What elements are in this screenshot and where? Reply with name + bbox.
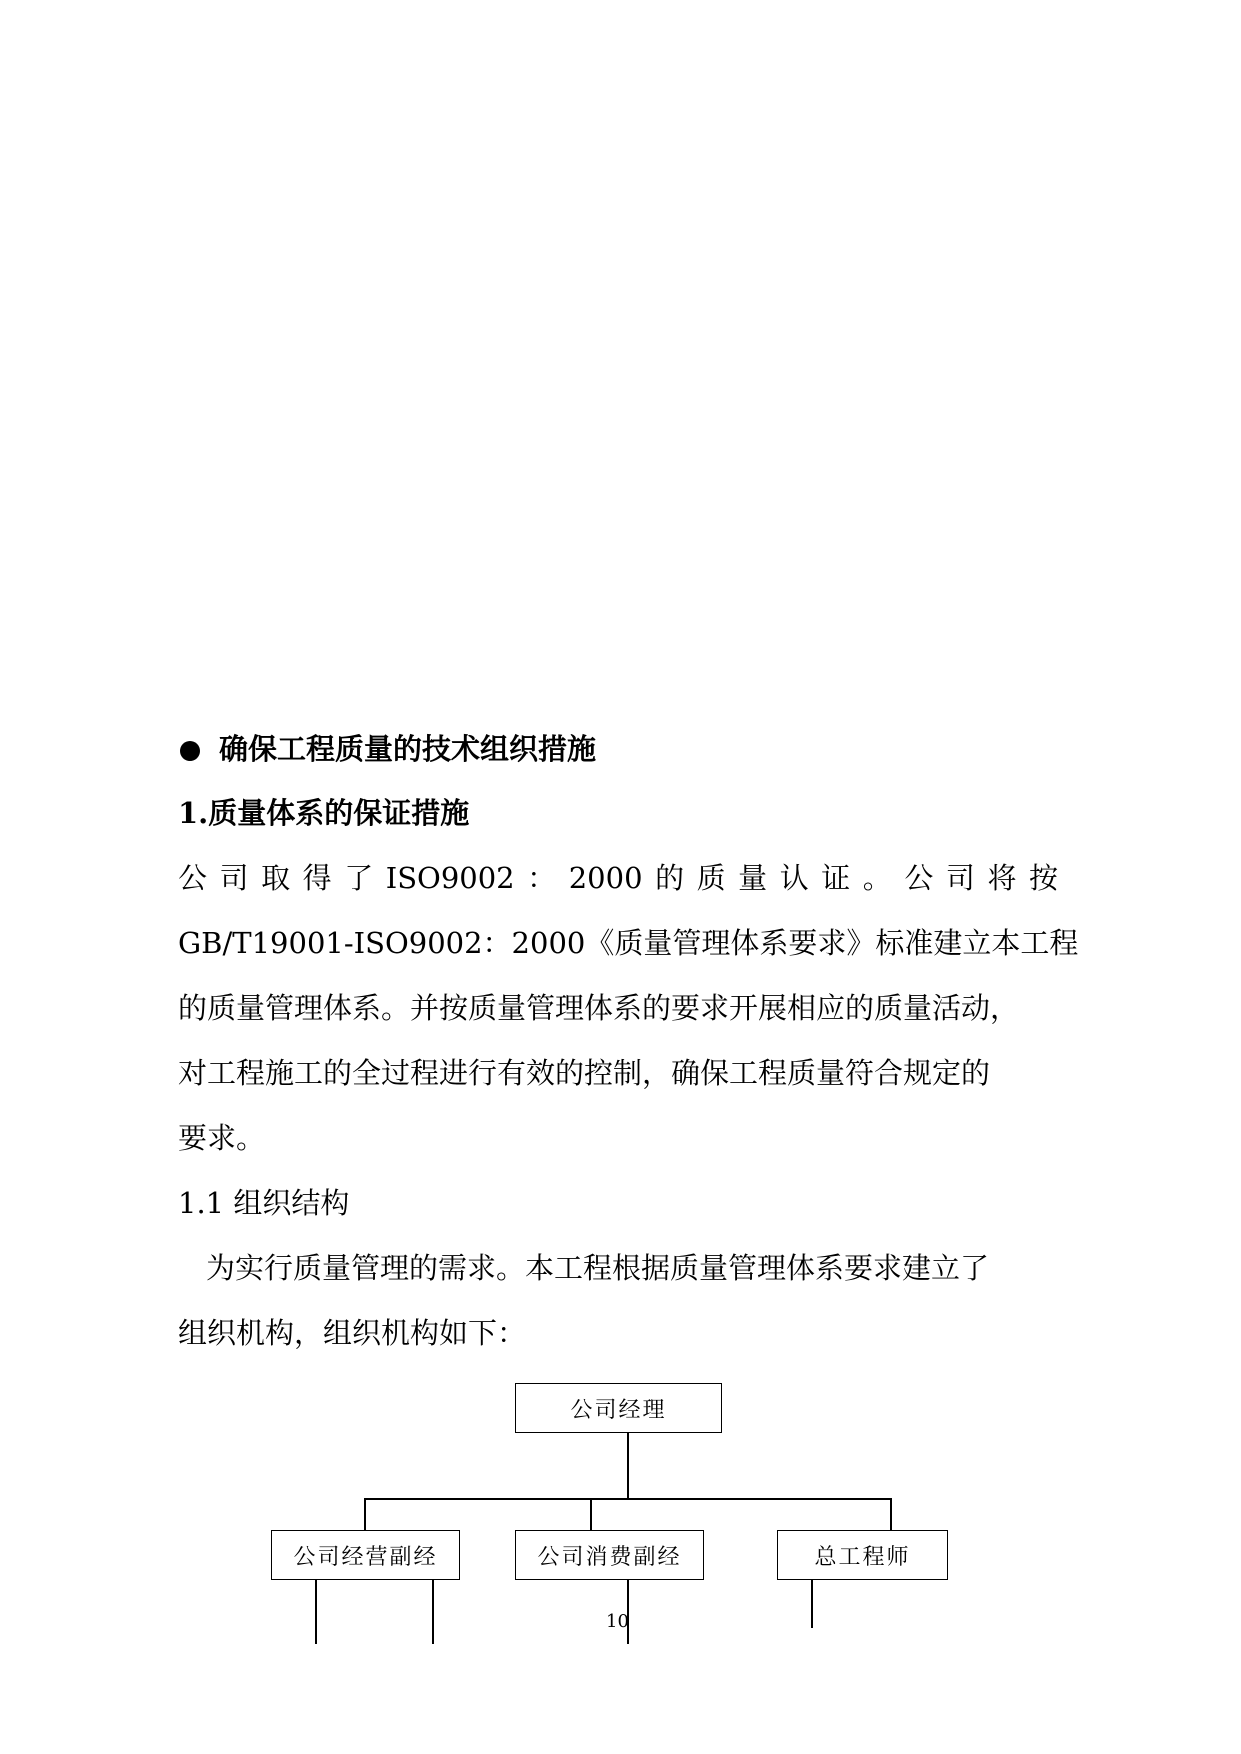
connector-middle-drop [590,1498,592,1530]
word: 取 [261,861,291,895]
paragraph2-line1: 为实行质量管理的需求。本工程根据质量管理体系要求建立了 [206,1251,990,1285]
connector-horizontal [364,1498,891,1500]
word: 证 [821,861,851,895]
section-title: 确保工程质量的技术组织措施 [219,732,597,766]
connector-child1-left-down [315,1580,317,1644]
word: 质 [696,861,726,895]
word: 。 [862,861,892,895]
word: 公 [178,861,208,895]
org-box-root: 公司经理 [515,1383,722,1433]
word: 2000 [568,861,643,895]
bullet-dot [180,741,200,761]
word: 认 [779,861,809,895]
word: 量 [738,861,768,895]
paragraph2-line2: 组织机构，组织机构如下： [178,1316,527,1350]
org-box-child-3: 总工程师 [777,1530,948,1580]
connector-right-drop [890,1498,892,1530]
paragraph1-line2: GB/T19001-ISO9002：2000《质量管理体系要求》标准建立本工程 [178,926,1079,960]
word: 的 [655,861,685,895]
word: ： [527,861,557,895]
paragraph1-line3: 的质量管理体系。并按质量管理体系的要求开展相应的质量活动， [178,991,1020,1025]
connector-root-down [627,1433,629,1499]
word: 得 [302,861,332,895]
subsection-title: 1.质量体系的保证措施 [178,796,470,830]
connector-child3-down [811,1580,813,1628]
connector-left-drop [364,1498,366,1530]
word: 公 [904,861,934,895]
word: 按 [1028,861,1058,895]
word: 了 [344,861,374,895]
paragraph1-line5: 要求。 [178,1121,266,1155]
word: 司 [945,861,975,895]
org-box-child-2: 公司消费副经 [515,1530,704,1580]
page-number: 10 [606,1611,629,1632]
word: 将 [987,861,1017,895]
subheading-org-structure: 1.1 组织结构 [178,1186,350,1220]
paragraph1-line1 [178,858,1058,898]
org-box-child-1: 公司经营副经 [271,1530,460,1580]
word: ISO9002 [385,861,515,895]
connector-child1-right-down [432,1580,434,1644]
word: 司 [219,861,249,895]
paragraph1-line4: 对工程施工的全过程进行有效的控制，确保工程质量符合规定的 [178,1056,991,1090]
